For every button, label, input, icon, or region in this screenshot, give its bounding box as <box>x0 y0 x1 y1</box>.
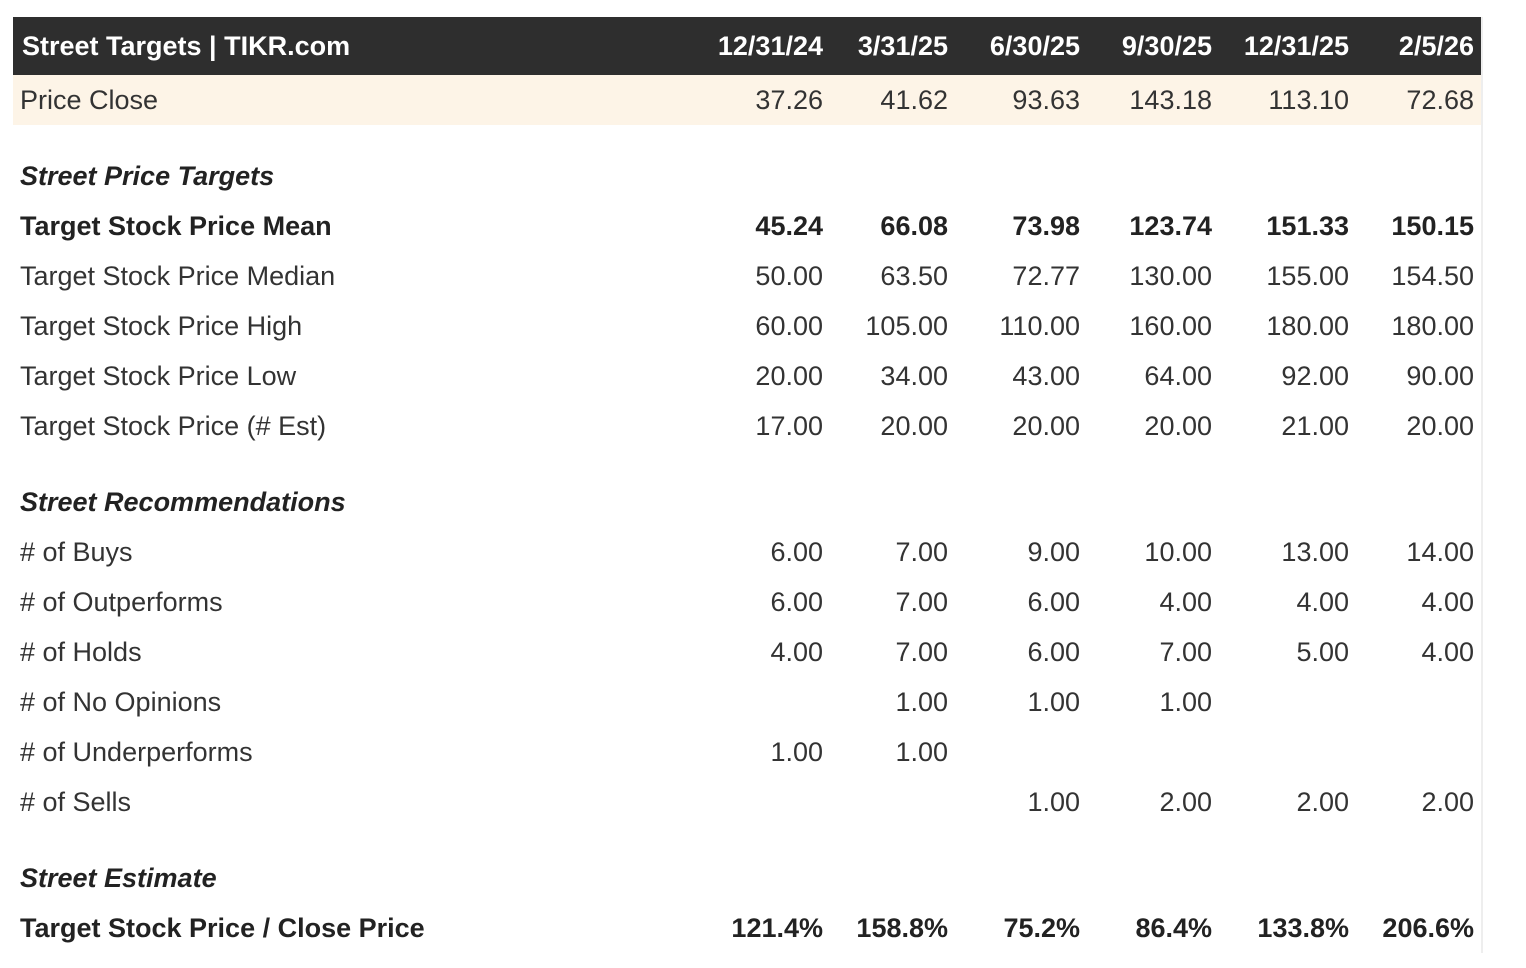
row-label: # of Outperforms <box>20 586 223 617</box>
cell-value: 180.00 <box>1266 310 1349 341</box>
cell-value: 113.10 <box>1268 84 1349 115</box>
cell-value: 50.00 <box>755 260 823 291</box>
row-label: Target Stock Price / Close Price <box>20 912 425 943</box>
cell-value: 2.00 <box>1159 786 1212 817</box>
section-heading-row <box>13 853 1481 903</box>
cell-value: 4.00 <box>1159 586 1212 617</box>
table-row <box>13 727 1481 777</box>
cell-value: 154.50 <box>1391 260 1474 291</box>
section-heading: Street Price Targets <box>20 160 275 191</box>
table-row <box>13 251 1481 301</box>
cell-value: 92.00 <box>1281 360 1349 391</box>
section-heading: Street Recommendations <box>20 486 346 517</box>
cell-value: 73.98 <box>1012 210 1080 241</box>
cell-value: 1.00 <box>1159 686 1212 717</box>
cell-value: 7.00 <box>895 586 948 617</box>
table-row <box>13 301 1481 351</box>
cell-value: 123.74 <box>1129 210 1212 241</box>
row-label: # of Buys <box>20 536 133 567</box>
table-right-border <box>1481 17 1483 953</box>
cell-value: 151.33 <box>1266 210 1349 241</box>
table-row <box>13 903 1481 953</box>
cell-value: 4.00 <box>1296 586 1349 617</box>
cell-value: 7.00 <box>895 636 948 667</box>
table-row <box>13 351 1481 401</box>
price-close-row <box>13 75 1481 125</box>
cell-value <box>703 677 830 727</box>
cell-value: 72.68 <box>1406 84 1474 115</box>
cell-value: 2.00 <box>1296 786 1349 817</box>
cell-value: 93.63 <box>1012 84 1080 115</box>
cell-value <box>703 777 830 827</box>
table-header-row <box>13 17 1481 75</box>
table-row <box>13 527 1481 577</box>
cell-value <box>955 727 1087 777</box>
table-row <box>13 577 1481 627</box>
table-title: Street Targets | TIKR.com <box>22 30 351 61</box>
table-row <box>13 401 1481 451</box>
cell-value: 20.00 <box>880 410 948 441</box>
column-date: 9/30/25 <box>1121 30 1212 61</box>
section-heading-row <box>13 151 1481 201</box>
cell-value: 6.00 <box>770 536 823 567</box>
row-label: # of Holds <box>20 636 142 667</box>
cell-value: 1.00 <box>1027 686 1080 717</box>
cell-value: 20.00 <box>1012 410 1080 441</box>
table-row <box>13 627 1481 677</box>
row-label: # of Underperforms <box>20 736 253 767</box>
cell-value: 160.00 <box>1129 310 1212 341</box>
cell-value: 9.00 <box>1027 536 1080 567</box>
cell-value: 10.00 <box>1144 536 1212 567</box>
street-targets-table-container <box>13 17 1481 953</box>
cell-value: 1.00 <box>770 736 823 767</box>
row-label: Target Stock Price High <box>20 310 303 341</box>
cell-value: 110.00 <box>999 310 1080 341</box>
table-row <box>13 201 1481 251</box>
cell-value: 105.00 <box>865 310 948 341</box>
cell-value: 150.15 <box>1391 210 1474 241</box>
cell-value: 4.00 <box>1421 586 1474 617</box>
cell-value: 75.2% <box>1003 912 1080 943</box>
column-date: 2/5/26 <box>1398 30 1474 61</box>
cell-value: 6.00 <box>770 586 823 617</box>
spacer-row <box>13 125 1481 151</box>
cell-value: 155.00 <box>1266 260 1349 291</box>
cell-value <box>1356 677 1481 727</box>
cell-value: 7.00 <box>1159 636 1212 667</box>
cell-value: 20.00 <box>1144 410 1212 441</box>
cell-value: 90.00 <box>1406 360 1474 391</box>
cell-value: 17.00 <box>755 410 823 441</box>
cell-value: 1.00 <box>1027 786 1080 817</box>
cell-value: 14.00 <box>1406 536 1474 567</box>
cell-value: 45.24 <box>755 210 823 241</box>
street-targets-table <box>13 17 1481 953</box>
cell-value: 43.00 <box>1012 360 1080 391</box>
spacer-row <box>13 827 1481 853</box>
spacer-row <box>13 451 1481 477</box>
row-label: Target Stock Price Low <box>20 360 297 391</box>
cell-value: 130.00 <box>1129 260 1212 291</box>
cell-value: 121.4% <box>731 912 823 943</box>
cell-value: 206.6% <box>1382 912 1474 943</box>
cell-value: 66.08 <box>880 210 948 241</box>
cell-value <box>1356 727 1481 777</box>
row-label: # of Sells <box>20 786 132 817</box>
column-date: 3/31/25 <box>857 30 948 61</box>
cell-value <box>1087 727 1219 777</box>
row-label: # of No Opinions <box>20 686 222 717</box>
table-row <box>13 777 1481 827</box>
cell-value: 2.00 <box>1421 786 1474 817</box>
cell-value: 13.00 <box>1281 536 1349 567</box>
row-label: Target Stock Price Median <box>20 260 336 291</box>
cell-value <box>1219 677 1356 727</box>
cell-value: 37.26 <box>755 84 823 115</box>
row-label: Target Stock Price Mean <box>20 210 332 241</box>
cell-value: 4.00 <box>770 636 823 667</box>
cell-value: 64.00 <box>1144 360 1212 391</box>
cell-value: 72.77 <box>1012 260 1080 291</box>
cell-value: 180.00 <box>1391 310 1474 341</box>
cell-value: 6.00 <box>1027 636 1080 667</box>
section-heading-row <box>13 477 1481 527</box>
table-row <box>13 677 1481 727</box>
section-heading: Street Estimate <box>20 862 217 893</box>
cell-value: 20.00 <box>1406 410 1474 441</box>
cell-value: 86.4% <box>1135 912 1212 943</box>
row-label: Target Stock Price (# Est) <box>20 410 327 441</box>
cell-value: 63.50 <box>880 260 948 291</box>
cell-value: 4.00 <box>1421 636 1474 667</box>
cell-value: 41.62 <box>880 84 948 115</box>
column-date: 12/31/25 <box>1243 30 1349 61</box>
cell-value: 5.00 <box>1296 636 1349 667</box>
cell-value: 6.00 <box>1027 586 1080 617</box>
cell-value: 1.00 <box>895 736 948 767</box>
cell-value: 133.8% <box>1257 912 1349 943</box>
cell-value: 60.00 <box>755 310 823 341</box>
cell-value: 158.8% <box>856 912 948 943</box>
cell-value <box>830 777 955 827</box>
cell-value: 21.00 <box>1281 410 1349 441</box>
cell-value: 143.18 <box>1129 84 1212 115</box>
cell-value <box>1219 727 1356 777</box>
column-date: 12/31/24 <box>717 30 823 61</box>
cell-value: 1.00 <box>895 686 948 717</box>
row-label: Price Close <box>20 84 159 115</box>
cell-value: 7.00 <box>895 536 948 567</box>
cell-value: 20.00 <box>755 360 823 391</box>
column-date: 6/30/25 <box>989 30 1080 61</box>
cell-value: 34.00 <box>880 360 948 391</box>
